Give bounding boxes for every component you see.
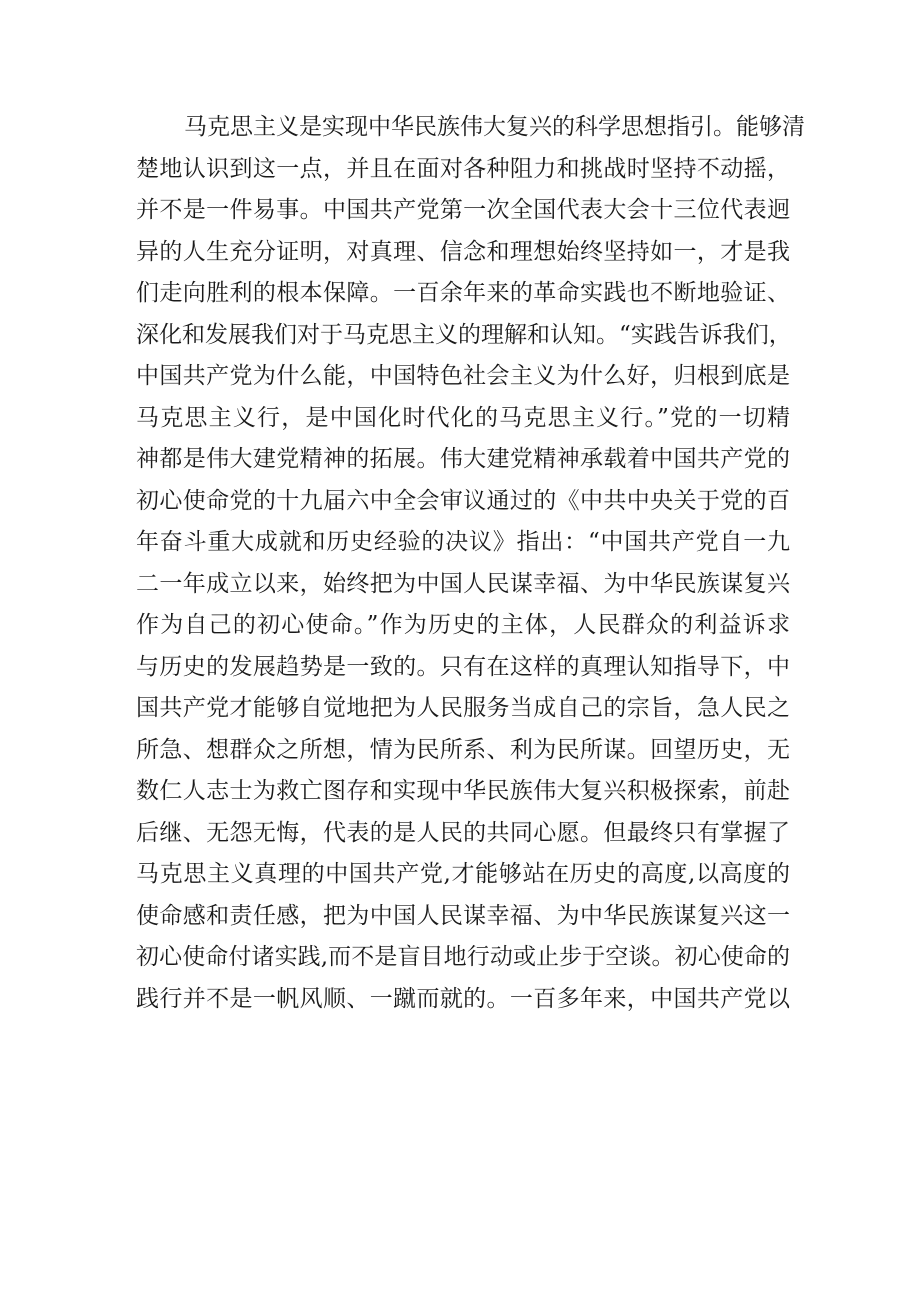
paragraph-line: 并不是一件易事。中国共产党第一次全国代表大会十三位代表迥	[136, 197, 790, 223]
paragraph-line: 践行并不是一帆风顺、一蹴而就的。一百多年来，中国共产党以	[136, 985, 790, 1012]
paragraph-line: 所急、想群众之所想，情为民所系、利为民所谋。回望历史，无	[136, 736, 790, 763]
paragraph-line: 深化和发展我们对于马克思主义的理解和认知。“实践告诉我们，	[136, 321, 792, 348]
paragraph-line: 神都是伟大建党精神的拓展。伟大建党精神承载着中国共产党的	[136, 446, 790, 472]
paragraph-line: 马克思主义是实现中华民族伟大复兴的科学思想指引。能够清	[184, 114, 805, 140]
paragraph-line: 年奋斗重大成就和历史经验的决议》指出：“中国共产党自一九	[136, 529, 790, 555]
paragraph-line: 初心使命付诸实践,而不是盲目地行动或止步于空谈。初心使命的	[136, 944, 790, 970]
paragraph-line: 国共产党才能够自觉地把为人民服务当成自己的宗旨，急人民之	[136, 695, 790, 721]
paragraph-line: 与历史的发展趋势是一致的。只有在这样的真理认知指导下，中	[136, 653, 790, 680]
paragraph-line: 二一年成立以来，始终把为中国人民谋幸福、为中华民族谋复兴	[136, 570, 790, 597]
body-paragraph	[136, 107, 805, 1020]
paragraph-line: 使命感和责任感，把为中国人民谋幸福、为中华民族谋复兴这一	[136, 902, 790, 929]
paragraph-line: 数仁人志士为救亡图存和实现中华民族伟大复兴积极探索，前赴	[136, 778, 790, 804]
paragraph-line: 初心使命党的十九届六中全会审议通过的《中共中央关于党的百	[136, 487, 790, 514]
paragraph-line: 们走向胜利的根本保障。一百余年来的革命实践也不断地验证、	[136, 280, 790, 306]
paragraph-line: 马克思主义行，是中国化时代化的马克思主义行。”党的一切精	[136, 404, 790, 431]
paragraph-line: 后继、无怨无悔，代表的是人民的共同心愿。但最终只有掌握了	[136, 819, 790, 846]
paragraph-line: 中国共产党为什么能，中国特色社会主义为什么好，归根到底是	[136, 363, 790, 389]
paragraph-line: 异的人生充分证明，对真理、信念和理想始终坚持如一，才是我	[136, 238, 790, 265]
paragraph-line: 楚地认识到这一点，并且在面对各种阻力和挑战时坚持不动摇，	[136, 155, 790, 182]
paragraph-line: 马克思主义真理的中国共产党,才能够站在历史的高度,以高度的	[136, 861, 790, 887]
paragraph-line: 作为自己的初心使命。”作为历史的主体，人民群众的利益诉求	[136, 612, 790, 638]
